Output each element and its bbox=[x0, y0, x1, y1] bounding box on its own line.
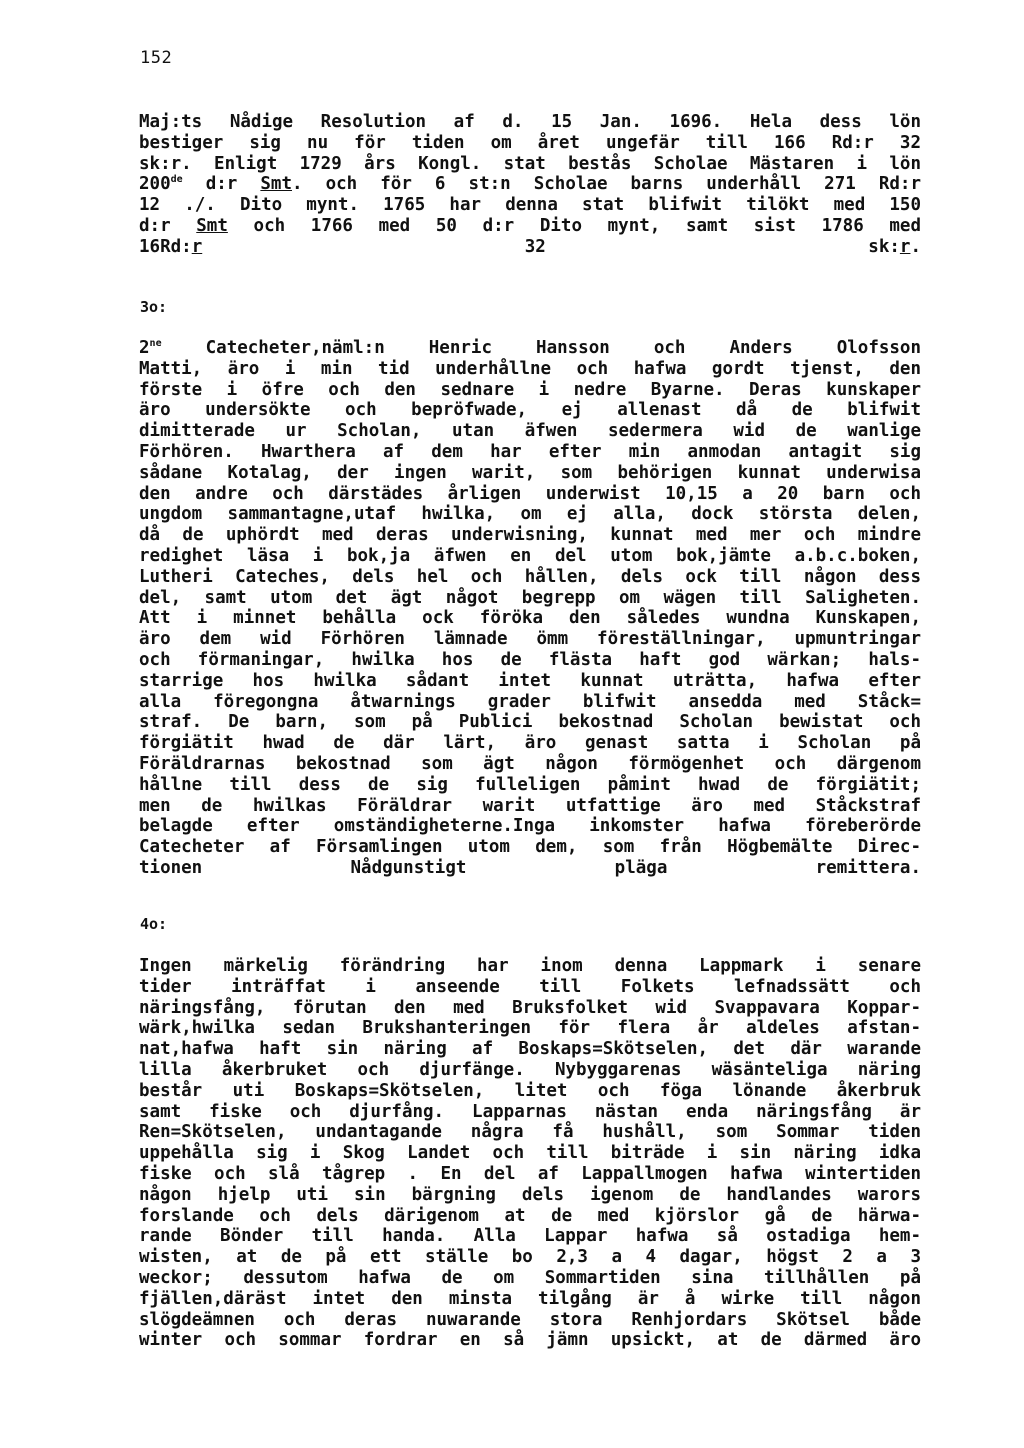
text-line: redighet läsa i bok,ja äfwen en del utom bok,jämte a.b.c.boken, bbox=[139, 545, 921, 566]
text-line: Matti, äro i min tid underhållne och hafwa gordt tjenst, den bbox=[139, 358, 921, 379]
text-line: Föräldrarnas bekostnad som ägt någon förmögenhet och därgenom bbox=[139, 753, 921, 774]
text-line: slögdeämnen och deras nuwarande stora Renhjordars Skötsel både bbox=[139, 1309, 921, 1330]
underlined-abbrev: Smt bbox=[260, 174, 292, 195]
text-line: näringsfång, förutan den med Bruksfolket wid Svappavara Koppar- bbox=[139, 997, 921, 1018]
text-line: forslande och dels därigenom at de med kjörslor gå de härwa- bbox=[139, 1205, 921, 1226]
underlined-abbrev: r bbox=[191, 236, 203, 257]
text-line: bestiger sig nu för tiden om året ungefär till 166 Rd:r 32 bbox=[139, 132, 921, 153]
text-line: 200de d:r Smt. och för 6 st:n Scholae barns underhåll 271 Rd:r bbox=[139, 174, 921, 195]
text-line: samt fiske och djurfång. Lapparnas nästan enda näringsfång är bbox=[139, 1101, 921, 1122]
text-line: 16Rd:r 32 sk:r. bbox=[139, 236, 921, 257]
text-line: Maj:ts Nådige Resolution af d. 15 Jan. 1696. Hela dess lön bbox=[139, 112, 921, 132]
text-line: straf. De barn, som på Publici bekostnad Scholan bewistat och bbox=[139, 712, 921, 733]
text-line: nat,hafwa haft sin näring af Boskaps=Skötselen, det där warande bbox=[139, 1039, 921, 1060]
text-line: del, samt utom det ägt något begrepp om wägen till Saligheten. bbox=[139, 587, 921, 608]
text-line: alla föregongna åtwarnings grader blifwit ansedda med Ståck= bbox=[139, 691, 921, 712]
text-line: rande Bönder till handa. Alla Lappar hafwa så ostadiga hem- bbox=[139, 1226, 921, 1247]
text-line: Catecheter af Församlingen utom dem, som från Högbemälte Direc- bbox=[139, 837, 921, 858]
text-line: består uti Boskaps=Skötselen, litet och föga lönande åkerbruk bbox=[139, 1080, 921, 1101]
text-line: den andre och därstädes årligen underwist 10,15 a 20 barn och bbox=[139, 483, 921, 504]
underlined-abbrev: Smt bbox=[196, 215, 228, 236]
text-line: Ingen märkelig förändring har inom denna Lappmark i senare bbox=[139, 956, 921, 976]
paragraph-livelihood bbox=[139, 956, 921, 1351]
text-line: starrige hos hwilka sådant intet kunnat uträtta, hafwa efter bbox=[139, 670, 921, 691]
text-line: Ren=Skötselen, undantagande några få hushåll, som Sommar tiden bbox=[139, 1122, 921, 1143]
text-line: någon hjelp uti sin bärgning dels igenom de handlandes warors bbox=[139, 1184, 921, 1205]
text-line: Förhören. Hwarthera af dem har efter min anmodan antagit sig bbox=[139, 441, 921, 462]
text-line: $2^{ne}$ Catecheter,näml:n Henric Hansson och Anders Olofsson bbox=[139, 338, 921, 358]
superscript: ne bbox=[149, 338, 162, 350]
text-line: winter och sommar fordrar en så jämn upsickt, at de därmed äro bbox=[139, 1330, 921, 1351]
text-line: då de uphördt med deras underwisning, kunnat med mer och mindre bbox=[139, 525, 921, 546]
underlined-abbrev: r bbox=[899, 236, 911, 257]
superscript: de bbox=[170, 174, 183, 186]
text-line: d:r Smt och 1766 med 50 d:r Dito mynt, samt sist 1786 med bbox=[139, 215, 921, 236]
page-number: 152 bbox=[140, 48, 173, 68]
text-line: dimitterade ur Scholan, utan äfwen sedermera wid de wanlige bbox=[139, 421, 921, 442]
text-line: förgiätit hwad de där lärt, äro genast satta i Scholan på bbox=[139, 733, 921, 754]
text-line: wisten, at de på ett ställe bo 2,3 a 4 dagar, högst 2 a 3 bbox=[139, 1247, 921, 1268]
text-line: tionen Nådgunstigt pläga remittera. bbox=[139, 857, 921, 878]
text-line: wärk,hwilka sedan Brukshanteringen för flera år aldeles afstan- bbox=[139, 1018, 921, 1039]
text-line: 12 ./. Dito mynt. 1765 har denna stat blifwit tilökt med 150 bbox=[139, 195, 921, 216]
text-line: lilla åkerbruket och djurfänge. Nybyggarenas wäsänteliga näring bbox=[139, 1059, 921, 1080]
text-line: weckor; dessutom hafwa de om Sommartiden sina tillhållen på bbox=[139, 1267, 921, 1288]
text-line: Lutheri Cateches, dels hel och hållen, dels ock till någon dess bbox=[139, 566, 921, 587]
text-line: hållne till dess de sig fulleligen påmint hwad de förgiätit; bbox=[139, 774, 921, 795]
text-line: belagde efter omständigheterne.Inga inkomster hafwa föreberörde bbox=[139, 816, 921, 837]
section-marker-4: 4o: bbox=[140, 915, 168, 933]
text-line: fiske och slå tågrep . En del af Lappallmogen hafwa wintertiden bbox=[139, 1163, 921, 1184]
text-line: äro undersökte och bepröfwade, ej allenast då de blifwit bbox=[139, 400, 921, 421]
text-line: ungdom sammantagne,utaf hwilka, om ej alla, dock största delen, bbox=[139, 504, 921, 525]
text-line: men de hwilkas Föräldrar warit utfattige äro med Ståckstraf bbox=[139, 795, 921, 816]
text-line: tider inträffat i anseende till Folkets lefnadssätt och bbox=[139, 976, 921, 997]
text-line: sådane Kotalag, der ingen warit, som behörigen kunnat underwisa bbox=[139, 462, 921, 483]
paragraph-resolution bbox=[139, 112, 921, 258]
text-line: Att i minnet behålla ock föröka den således wundna Kunskapen, bbox=[139, 608, 921, 629]
paragraph-catechists bbox=[139, 338, 921, 879]
text-line: äro dem wid Förhören lämnade ömm föreställningar, upmuntringar bbox=[139, 629, 921, 650]
text-line: och förmaningar, hwilka hos de flästa haft god wärkan; hals- bbox=[139, 649, 921, 670]
text-line: förste i öfre och den sednare i nedre Byarne. Deras kunskaper bbox=[139, 379, 921, 400]
section-marker-3: 3o: bbox=[140, 298, 168, 316]
text-line: sk:r. Enligt 1729 års Kongl. stat bestås Scholae Mästaren i lön bbox=[139, 153, 921, 174]
text-line: uppehålla sig i Skog Landet och till biträde i sin näring idka bbox=[139, 1143, 921, 1164]
text-line: fjällen,däräst intet den minsta tilgång är å wirke till någon bbox=[139, 1288, 921, 1309]
